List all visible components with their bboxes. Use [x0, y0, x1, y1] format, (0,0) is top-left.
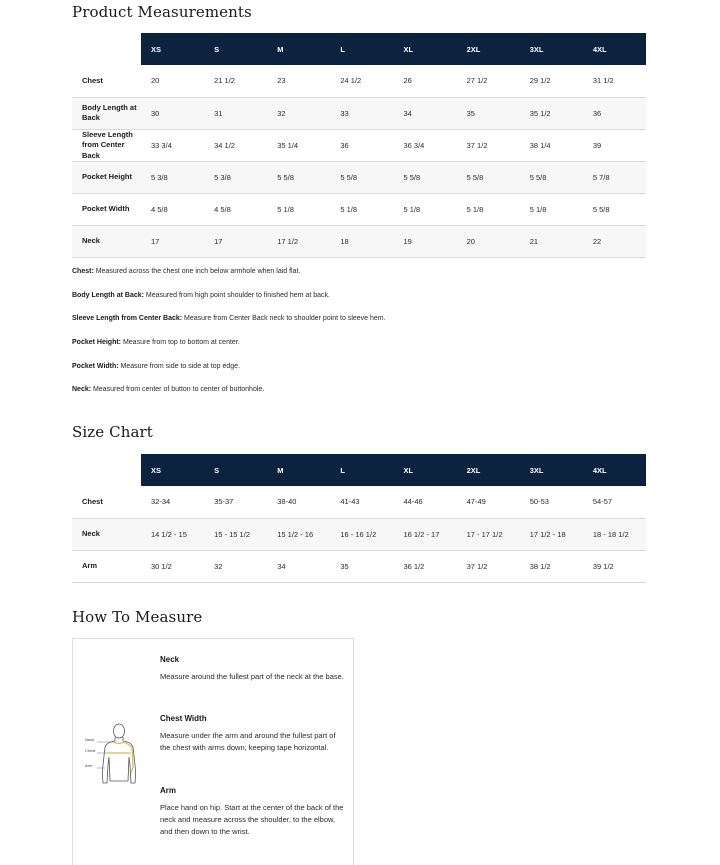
note-term: Body Length at Back: [72, 291, 144, 299]
table-cell: 5 5/8 [267, 162, 330, 194]
table-cell: 21 [520, 226, 583, 258]
table-cell: 33 3/4 [141, 129, 204, 162]
table-row [72, 97, 646, 129]
table-cell: 47-49 [457, 486, 520, 518]
table-cell: 5 1/8 [330, 194, 393, 226]
table-row [72, 518, 646, 550]
note-item [72, 336, 652, 360]
table-cell: 36 3/4 [394, 129, 457, 162]
figure-label-neck: Neck [85, 737, 95, 742]
size-header: XL [394, 454, 457, 486]
measurement-notes [72, 265, 652, 407]
table-cell: 14 1/2 - 15 [141, 518, 204, 550]
note-term: Neck: [72, 386, 92, 394]
row-label: Arm [72, 550, 141, 582]
row-label: Pocket Width [72, 194, 141, 226]
size-header: 4XL [583, 33, 646, 65]
table-cell: 32 [267, 97, 330, 129]
row-label: Neck [72, 226, 141, 258]
table-cell: 5 3/8 [141, 162, 204, 194]
table-cell: 16 - 16 1/2 [330, 518, 393, 550]
size-header: 3XL [520, 454, 583, 486]
size-header: 2XL [457, 454, 520, 486]
table-cell: 20 [141, 65, 204, 97]
note-item [72, 289, 652, 313]
product-measurements-table [72, 33, 646, 258]
size-header: 2XL [457, 33, 520, 65]
table-cell: 30 1/2 [141, 550, 204, 582]
size-header: M [267, 454, 330, 486]
header-corner [72, 33, 141, 65]
table-row [72, 486, 646, 518]
table-cell: 30 [141, 97, 204, 129]
table-row [72, 194, 646, 226]
size-header: S [204, 33, 267, 65]
row-label: Chest [72, 65, 141, 97]
size-chart-heading: Size Chart [72, 423, 153, 441]
table-cell: 33 [330, 97, 393, 129]
note-text: Measure from side to side at top edge. [118, 362, 241, 370]
table-cell: 17 [141, 226, 204, 258]
table-cell: 36 [330, 129, 393, 162]
table-cell: 54-57 [583, 486, 646, 518]
table-cell: 38-40 [267, 486, 330, 518]
row-label: Neck [72, 518, 141, 550]
note-term: Chest: [72, 268, 94, 275]
table-cell: 41-43 [330, 486, 393, 518]
table-cell: 19 [394, 226, 457, 258]
table-cell: 35-37 [204, 486, 267, 518]
table-cell: 35 [457, 97, 520, 129]
table-cell: 5 5/8 [394, 162, 457, 194]
note-term: Pocket Height: [72, 339, 122, 347]
size-header: XL [394, 33, 457, 65]
table-cell: 35 1/2 [520, 97, 583, 129]
note-term: Sleeve Length from Center Back: [72, 315, 183, 323]
size-header: XS [141, 454, 204, 486]
table-cell: 37 1/2 [457, 550, 520, 582]
measure-item-title: Arm [160, 786, 177, 795]
table-cell: 4 5/8 [204, 194, 267, 226]
table-header-row [72, 33, 646, 65]
body-measure-figure [85, 721, 145, 793]
table-cell: 31 1/2 [583, 65, 646, 97]
note-text: Measured from high point shoulder to finished hem at back. [143, 291, 330, 299]
note-item [72, 312, 652, 336]
measure-item-desc: Measure around the fullest part of the neck at the base. [160, 672, 344, 681]
note-item [72, 265, 652, 289]
table-cell: 32 [204, 550, 267, 582]
table-row [72, 162, 646, 194]
table-cell: 5 1/8 [267, 194, 330, 226]
table-cell: 5 7/8 [583, 162, 646, 194]
table-row [72, 129, 646, 162]
measure-item-desc: Measure under the arm and around the fullest part of the chest with arms down, keeping tape horizontal. [160, 731, 336, 752]
table-cell: 20 [457, 226, 520, 258]
table-cell: 32-34 [141, 486, 204, 518]
table-cell: 36 [583, 97, 646, 129]
table-cell: 5 5/8 [330, 162, 393, 194]
table-cell: 21 1/2 [204, 65, 267, 97]
how-to-measure-card [72, 638, 354, 865]
table-cell: 36 1/2 [394, 550, 457, 582]
table-cell: 5 5/8 [583, 194, 646, 226]
product-measurements-heading: Product Measurements [72, 3, 252, 21]
table-cell: 5 3/8 [204, 162, 267, 194]
table-cell: 22 [583, 226, 646, 258]
how-to-measure-heading: How To Measure [72, 608, 203, 626]
table-cell: 18 - 18 1/2 [583, 518, 646, 550]
table-cell: 44-46 [394, 486, 457, 518]
table-cell: 38 1/4 [520, 129, 583, 162]
table-cell: 50-53 [520, 486, 583, 518]
row-label: Chest [72, 486, 141, 518]
size-header: 4XL [583, 454, 646, 486]
size-chart-table [72, 454, 646, 583]
table-cell: 5 5/8 [457, 162, 520, 194]
note-text: Measured from center of button to center of buttonhole. [91, 386, 265, 394]
table-cell: 17 1/2 - 18 [520, 518, 583, 550]
table-cell: 34 [267, 550, 330, 582]
table-row [72, 65, 646, 97]
table-cell: 39 [583, 129, 646, 162]
table-cell: 16 1/2 - 17 [394, 518, 457, 550]
table-cell: 17 1/2 [267, 226, 330, 258]
measure-item-neck [160, 655, 345, 683]
measure-item-chest-width [160, 714, 345, 754]
figure-label-chest: Chest [85, 748, 96, 753]
measure-item-title: Chest Width [160, 714, 207, 723]
table-cell: 5 1/8 [520, 194, 583, 226]
table-cell: 24 1/2 [330, 65, 393, 97]
size-header: S [204, 454, 267, 486]
table-cell: 15 1/2 - 16 [267, 518, 330, 550]
table-cell: 5 1/8 [457, 194, 520, 226]
note-item [72, 383, 652, 407]
table-cell: 31 [204, 97, 267, 129]
header-corner [72, 454, 141, 486]
table-cell: 34 1/2 [204, 129, 267, 162]
measure-item-title: Neck [160, 655, 180, 664]
note-text: Measure from top to bottom at center. [121, 339, 240, 347]
note-term: Pocket Width: [72, 362, 119, 370]
size-header: 3XL [520, 33, 583, 65]
note-text: Measured across the chest one inch below armhole when laid flat. [93, 268, 301, 275]
neck-tape-line [114, 742, 124, 744]
size-header: L [330, 33, 393, 65]
table-cell: 35 1/4 [267, 129, 330, 162]
table-cell: 26 [394, 65, 457, 97]
size-header: M [267, 33, 330, 65]
table-cell: 27 1/2 [457, 65, 520, 97]
figure-label-arm: Arm [85, 763, 93, 768]
table-row [72, 226, 646, 258]
table-row [72, 550, 646, 582]
row-label: Body Length at Back [72, 97, 141, 129]
table-header-row [72, 454, 646, 486]
table-cell: 5 1/8 [394, 194, 457, 226]
table-cell: 39 1/2 [583, 550, 646, 582]
note-text: Measure from Center Back neck to shoulder point to sleeve hem. [182, 315, 386, 323]
measure-item-arm [160, 786, 345, 838]
table-cell: 5 5/8 [520, 162, 583, 194]
table-cell: 17 [204, 226, 267, 258]
table-cell: 18 [330, 226, 393, 258]
table-cell: 38 1/2 [520, 550, 583, 582]
table-cell: 17 - 17 1/2 [457, 518, 520, 550]
table-cell: 23 [267, 65, 330, 97]
table-cell: 4 5/8 [141, 194, 204, 226]
row-label: Sleeve Length from Center Back [72, 129, 141, 162]
note-item [72, 360, 652, 384]
table-cell: 15 - 15 1/2 [204, 518, 267, 550]
table-cell: 29 1/2 [520, 65, 583, 97]
row-label: Pocket Height [72, 162, 141, 194]
size-header: XS [141, 33, 204, 65]
arm-tape-line [123, 741, 133, 773]
table-cell: 35 [330, 550, 393, 582]
measure-item-desc: Place hand on hip. Start at the center of the back of the neck and measure across the shoulder, to the elbow, and then down to the wrist. [160, 803, 344, 836]
table-cell: 37 1/2 [457, 129, 520, 162]
size-header: L [330, 454, 393, 486]
table-cell: 34 [394, 97, 457, 129]
